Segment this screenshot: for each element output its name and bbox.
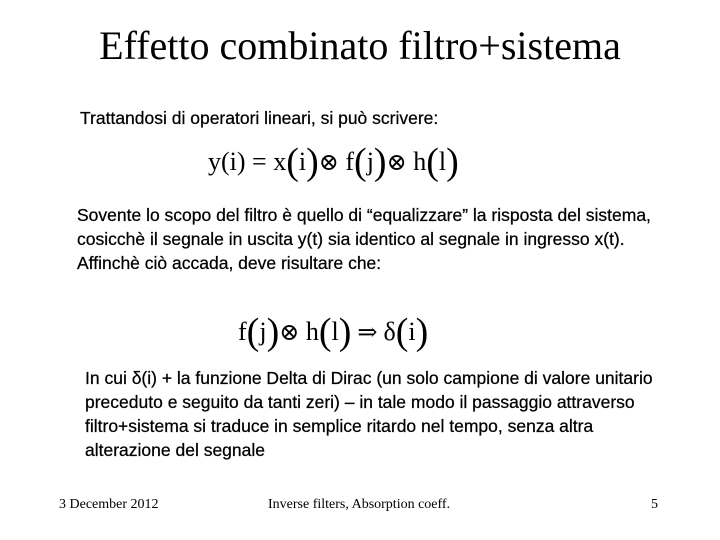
delta-condition-formula: f(j)⊗ h(l) ⇒ δ(i) xyxy=(238,311,429,353)
dirac-delta-paragraph: In cui δ(i) + la funzione Delta di Dirac (un solo campione di valore unitario preceduto e seguito da tanti zeri) – in tale modo il passaggio attraverso filtro+sistema si traduce in semplice ritardo nel tempo, senza altra alterazione del segnale xyxy=(85,368,653,460)
slide-title: Effetto combinato filtro+sistema xyxy=(99,23,621,68)
footer-date: 3 December 2012 xyxy=(59,497,159,512)
page-number: 5 xyxy=(651,497,658,512)
convolution-formula: y(i) = x(i)⊗ f(j)⊗ h(l) xyxy=(208,141,459,183)
intro-text: Trattandosi di operatori lineari, si può scrivere: xyxy=(80,108,439,128)
equalization-paragraph: Sovente lo scopo del filtro è quello di “equalizzare” la risposta del sistema, cosicchè il segnale in uscita y(t) sia identico al segnale in ingresso x(t). Affinchè ciò accada, deve risultare che: xyxy=(77,205,651,273)
footer-title: Inverse filters, Absorption coeff. xyxy=(268,497,451,512)
